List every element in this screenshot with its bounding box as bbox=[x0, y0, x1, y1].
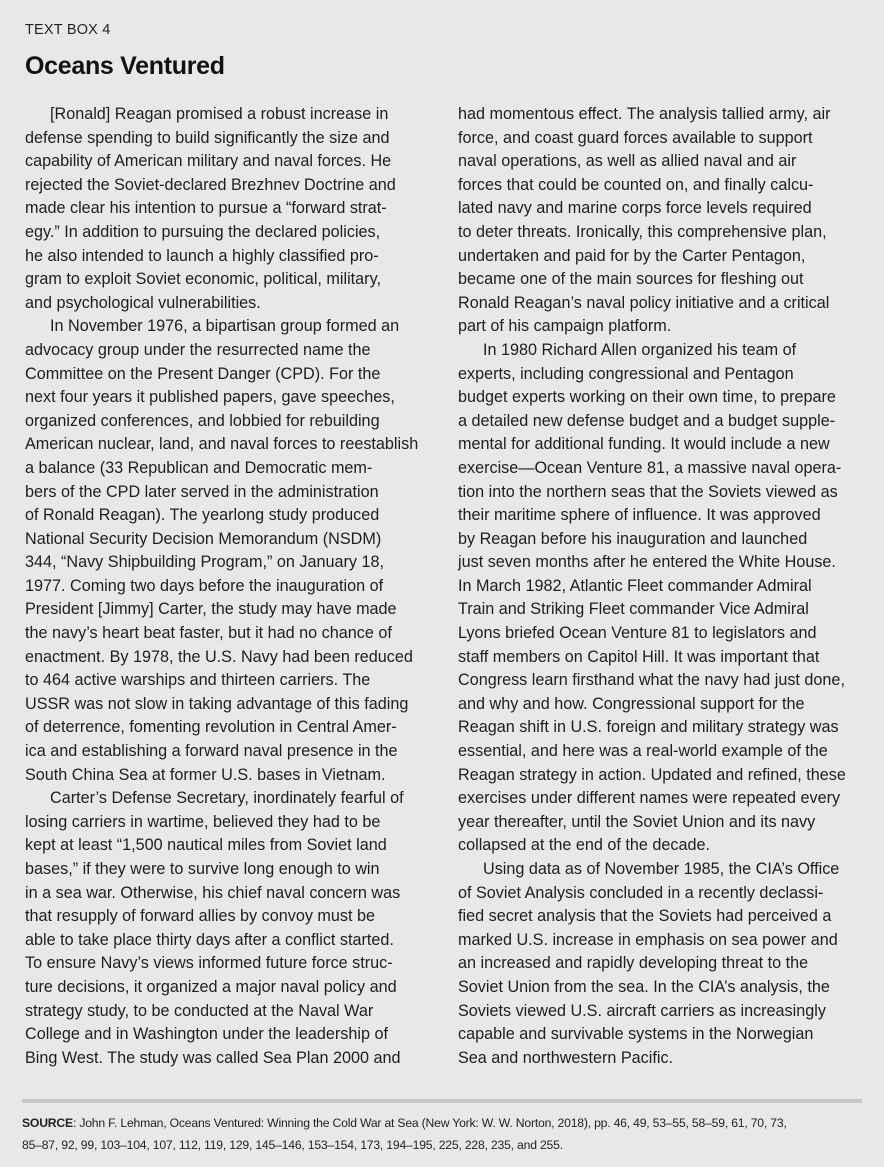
text-line: fied secret analysis that the Soviets had perceived a bbox=[458, 907, 832, 926]
text-line: exercise—Ocean Venture 81, a massive naval opera- bbox=[458, 458, 842, 477]
text-line: American nuclear, land, and naval forces to reestablish bbox=[25, 435, 419, 454]
text-line: of Ronald Reagan). The yearlong study produced bbox=[25, 506, 380, 525]
text-line: tion into the northern seas that the Soviets viewed as bbox=[458, 482, 838, 501]
text-line: became one of the main sources for fleshing out bbox=[458, 270, 804, 289]
text-line: to 464 active warships and thirteen carriers. The bbox=[25, 671, 371, 690]
text-line: the navy’s heart beat faster, but it had no chance of bbox=[25, 624, 392, 643]
text-line: National Security Decision Memorandum (NSDM) bbox=[25, 529, 382, 548]
text-line: lated navy and marine corps force levels required bbox=[458, 199, 812, 218]
text-line: just seven months after he entered the White House. bbox=[458, 553, 836, 572]
text-line: next four years it published papers, gave speeches, bbox=[25, 388, 395, 407]
source-text: : John F. Lehman, Oceans Ventured: Winning the Cold War at Sea (New York: W. W. Norton, 2018), pp. 46, 49, 53–55, 58–59, 61, 70, 73, bbox=[72, 1116, 787, 1130]
text-line: naval operations, as well as allied naval and air bbox=[458, 152, 797, 171]
text-line: 1977. Coming two days before the inauguration of bbox=[25, 576, 384, 595]
text-box-label: TEXT BOX 4 bbox=[25, 22, 111, 38]
text-line: budget experts working on their own time, to prepare bbox=[458, 388, 836, 407]
text-line: and psychological vulnerabilities. bbox=[25, 293, 261, 312]
text-line: In November 1976, a bipartisan group formed an bbox=[50, 317, 400, 336]
text-line: able to take place thirty days after a conflict started. bbox=[25, 930, 394, 949]
text-line: kept at least “1,500 nautical miles from Soviet land bbox=[25, 836, 387, 855]
text-line: in a sea war. Otherwise, his chief naval concern was bbox=[25, 883, 401, 902]
text-line: forces that could be counted on, and finally calcu- bbox=[458, 175, 814, 194]
text-line: Sea and northwestern Pacific. bbox=[458, 1048, 674, 1067]
text-line: enactment. By 1978, the U.S. Navy had been reduced bbox=[25, 647, 413, 666]
text-line: Soviets viewed U.S. aircraft carriers as increasingly bbox=[458, 1001, 826, 1020]
text-line: In 1980 Richard Allen organized his team of bbox=[483, 340, 797, 359]
text-line: South China Sea at former U.S. bases in Vietnam. bbox=[25, 765, 386, 784]
text-line: a balance (33 Republican and Democratic mem- bbox=[25, 458, 373, 477]
text-line: Ronald Reagan’s naval policy initiative and a critical bbox=[458, 293, 830, 312]
text-line: that resupply of forward allies by convoy must be bbox=[25, 907, 375, 926]
page-title: Oceans Ventured bbox=[25, 52, 225, 80]
text-line: a detailed new defense budget and a budget supple- bbox=[458, 411, 836, 430]
text-line: Soviet Union from the sea. In the CIA’s analysis, the bbox=[458, 977, 830, 996]
text-line: gram to exploit Soviet economic, political, military, bbox=[25, 270, 381, 289]
text-line: bers of the CPD later served in the administration bbox=[25, 482, 379, 501]
source-line-1 bbox=[22, 1112, 867, 1134]
text-line: force, and coast guard forces available to support bbox=[458, 128, 813, 147]
text-line: Lyons briefed Ocean Venture 81 to legislators and bbox=[458, 624, 817, 643]
text-line: collapsed at the end of the decade. bbox=[458, 836, 710, 855]
text-line: ica and establishing a forward naval presence in the bbox=[25, 742, 398, 761]
text-line: Reagan strategy in action. Updated and refined, these bbox=[458, 765, 846, 784]
source-line-2: 85–87, 92, 99, 103–104, 107, 112, 119, 129, 145–146, 153–154, 173, 194–195, 225, 228, 235, and 255. bbox=[22, 1138, 563, 1152]
source-label: SOURCE bbox=[22, 1116, 73, 1130]
text-line: rejected the Soviet-declared Brezhnev Doctrine and bbox=[25, 175, 396, 194]
text-line: essential, and here was a real-world example of the bbox=[458, 742, 828, 761]
right-column bbox=[458, 103, 868, 1070]
text-line: Train and Striking Fleet commander Vice Admiral bbox=[458, 600, 809, 619]
text-line: bases,” if they were to survive long enough to win bbox=[25, 860, 380, 878]
text-line: by Reagan before his inauguration and launched bbox=[458, 529, 808, 548]
text-line: strategy study, to be conducted at the Naval War bbox=[25, 1001, 374, 1020]
text-line: Using data as of November 1985, the CIA’s Office bbox=[483, 860, 840, 878]
text-line: of Soviet Analysis concluded in a recently declassi- bbox=[458, 883, 824, 902]
text-line: marked U.S. increase in emphasis on sea power and bbox=[458, 930, 838, 949]
text-line: and why and how. Congressional support for the bbox=[458, 694, 805, 713]
text-line: Congress learn firsthand what the navy had just done, bbox=[458, 671, 845, 690]
text-line: Reagan shift in U.S. foreign and military strategy was bbox=[458, 718, 839, 737]
text-line: an increased and rapidly developing threat to the bbox=[458, 954, 809, 973]
text-line: Committee on the Present Danger (CPD). For the bbox=[25, 364, 381, 383]
text-line: had momentous effect. The analysis tallied army, air bbox=[458, 105, 831, 123]
text-line: made clear his intention to pursue a “forward strat- bbox=[25, 199, 387, 218]
text-line: egy.” In addition to pursuing the declared policies, bbox=[25, 222, 381, 241]
text-line: losing carriers in wartime, believed they had to be bbox=[25, 812, 381, 831]
text-line: Carter’s Defense Secretary, inordinately fearful of bbox=[50, 789, 404, 808]
text-line: capable and survivable systems in the Norwegian bbox=[458, 1025, 814, 1044]
text-line: mental for additional funding. It would include a new bbox=[458, 435, 830, 454]
text-line: to deter threats. Ironically, this comprehensive plan, bbox=[458, 222, 827, 241]
text-line: part of his campaign platform. bbox=[458, 317, 672, 336]
text-line: In March 1982, Atlantic Fleet commander Admiral bbox=[458, 576, 812, 595]
text-line: staff members on Capitol Hill. It was important that bbox=[458, 647, 820, 666]
source-citation bbox=[22, 1112, 867, 1156]
text-line: ture decisions, it organized a major naval policy and bbox=[25, 977, 397, 996]
text-line: of deterrence, fomenting revolution in Central Amer- bbox=[25, 718, 397, 737]
text-line: To ensure Navy’s views informed future force struc- bbox=[25, 954, 393, 973]
text-line: experts, including congressional and Pentagon bbox=[458, 364, 794, 383]
text-line: organized conferences, and lobbied for rebuilding bbox=[25, 411, 380, 430]
text-line: USSR was not slow in taking advantage of this fading bbox=[25, 694, 409, 713]
source-divider bbox=[22, 1099, 862, 1103]
left-column bbox=[25, 103, 433, 1070]
text-line: undertaken and paid for by the Carter Pentagon, bbox=[458, 246, 806, 265]
text-line: defense spending to build significantly the size and bbox=[25, 128, 390, 147]
text-line: College and in Washington under the leadership of bbox=[25, 1025, 388, 1044]
text-line: year thereafter, until the Soviet Union and its navy bbox=[458, 812, 816, 831]
text-line: 344, “Navy Shipbuilding Program,” on January 18, bbox=[25, 553, 385, 572]
text-line: President [Jimmy] Carter, the study may have made bbox=[25, 600, 397, 619]
text-line: exercises under different names were repeated every bbox=[458, 789, 841, 808]
text-line: he also intended to launch a highly classified pro- bbox=[25, 246, 379, 265]
text-line: [Ronald] Reagan promised a robust increase in bbox=[50, 105, 389, 123]
text-line: capability of American military and naval forces. He bbox=[25, 152, 392, 171]
text-line: Bing West. The study was called Sea Plan 2000 and bbox=[25, 1048, 401, 1067]
text-line: their maritime sphere of influence. It was approved bbox=[458, 506, 821, 525]
text-line: advocacy group under the resurrected name the bbox=[25, 340, 371, 359]
